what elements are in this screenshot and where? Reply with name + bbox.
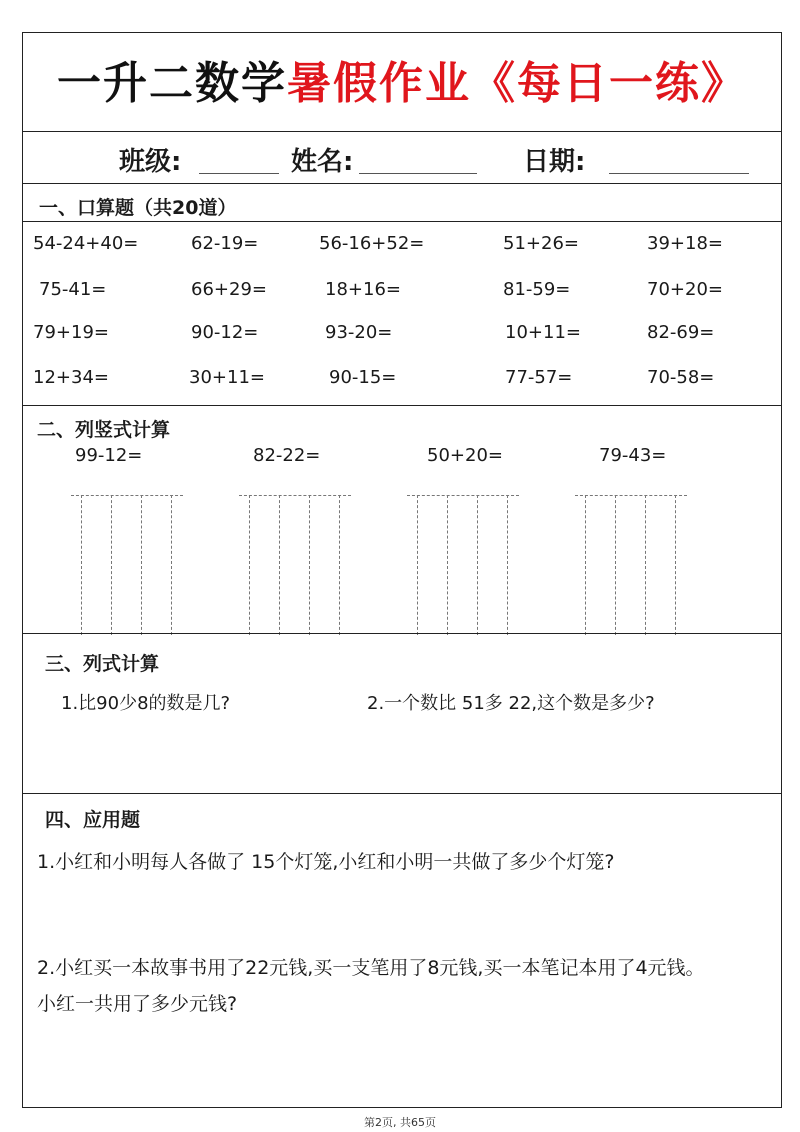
section3-question-2: 2.一个数比 51多 22,这个数是多少? [367, 693, 655, 714]
class-field[interactable] [199, 173, 279, 174]
oral-problem: 70-58= [647, 367, 715, 388]
oral-problem: 77-57= [505, 367, 573, 388]
oral-problem: 56-16+52= [319, 233, 425, 254]
oral-problem: 62-19= [191, 233, 259, 254]
section4-question-1: 1.小红和小明每人各做了 15个灯笼,小红和小明一共做了多少个灯笼? [37, 851, 615, 873]
name-field[interactable] [359, 173, 477, 174]
oral-problem: 54-24+40= [33, 233, 139, 254]
page-title [23, 47, 781, 111]
grid-line [111, 495, 112, 635]
vertical-calc-grid[interactable] [239, 495, 351, 635]
oral-problem: 10+11= [505, 322, 581, 343]
vertical-problem: 79-43= [599, 445, 667, 466]
grid-line [645, 495, 646, 635]
grid-line [417, 495, 418, 635]
oral-problem: 18+16= [325, 279, 401, 300]
grid-line [279, 495, 280, 635]
grid-line [477, 495, 478, 635]
page-footer: 第2页, 共65页 [364, 1116, 436, 1129]
date-field[interactable] [609, 173, 749, 174]
grid-line [507, 495, 508, 635]
divider [23, 633, 781, 634]
grid-line [339, 495, 340, 635]
oral-problem: 75-41= [39, 279, 107, 300]
grid-line [81, 495, 82, 635]
class-label: 班级: [119, 147, 182, 177]
oral-problem: 12+34= [33, 367, 109, 388]
grid-line [575, 495, 687, 496]
vertical-calc-grid[interactable] [407, 495, 519, 635]
divider [23, 405, 781, 406]
divider [23, 221, 781, 222]
grid-line [71, 495, 183, 496]
divider [23, 131, 781, 132]
date-label: 日期: [523, 147, 586, 177]
title-part1: 一升二数学 [57, 58, 287, 109]
section1-title: 一、口算题（共20道） [39, 197, 237, 219]
oral-problem: 30+11= [189, 367, 265, 388]
oral-problem: 82-69= [647, 322, 715, 343]
grid-line [309, 495, 310, 635]
grid-line [585, 495, 586, 635]
grid-line [407, 495, 519, 496]
oral-problem: 66+29= [191, 279, 267, 300]
section3-question-1: 1.比90少8的数是几? [61, 693, 231, 714]
grid-line [675, 495, 676, 635]
grid-line [447, 495, 448, 635]
section2-title: 二、列竖式计算 [37, 419, 171, 441]
title-part2: 暑假作业《每日一练》 [287, 58, 747, 109]
section3-title: 三、列式计算 [45, 653, 160, 675]
section4-question-2-line1: 2.小红买一本故事书用了22元钱,买一支笔用了8元钱,买一本笔记本用了4元钱。 [37, 957, 705, 979]
oral-problem: 90-15= [329, 367, 397, 388]
grid-line [171, 495, 172, 635]
oral-problem: 39+18= [647, 233, 723, 254]
grid-line [249, 495, 250, 635]
worksheet [22, 32, 782, 1108]
oral-problem: 79+19= [33, 322, 109, 343]
section4-title: 四、应用题 [45, 809, 141, 831]
vertical-problem: 82-22= [253, 445, 321, 466]
oral-problem: 81-59= [503, 279, 571, 300]
vertical-problem: 50+20= [427, 445, 503, 466]
name-label: 姓名: [291, 147, 354, 177]
grid-line [615, 495, 616, 635]
section4-question-2-line2: 小红一共用了多少元钱? [37, 993, 238, 1015]
divider [23, 183, 781, 184]
grid-line [141, 495, 142, 635]
vertical-calc-grid[interactable] [71, 495, 183, 635]
oral-problem: 70+20= [647, 279, 723, 300]
grid-line [239, 495, 351, 496]
oral-problem: 51+26= [503, 233, 579, 254]
divider [23, 793, 781, 794]
oral-problem: 93-20= [325, 322, 393, 343]
vertical-calc-grid[interactable] [575, 495, 687, 635]
vertical-problem: 99-12= [75, 445, 143, 466]
oral-problem: 90-12= [191, 322, 259, 343]
